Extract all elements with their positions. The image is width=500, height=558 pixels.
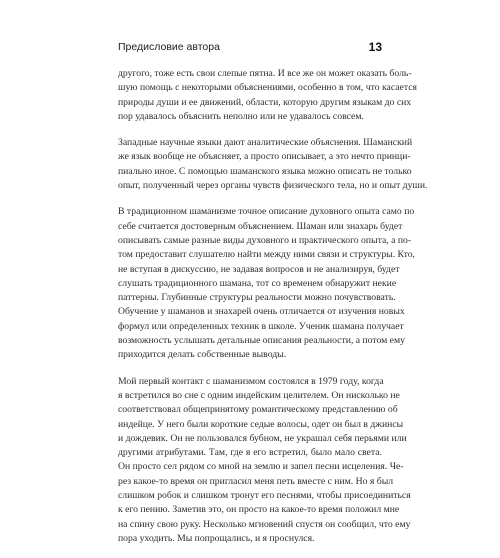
text-line: другими атрибутами. Там, где я его встретил, было мало света. bbox=[118, 447, 382, 459]
text-line: я встретился во сне с одним индейским целителем. Он нисколько не bbox=[118, 389, 400, 401]
text-line: шую помощь с некоторыми объяснениями, особенно в том, что касается bbox=[118, 82, 417, 94]
text-line: Западные научные языки дают аналитические объяснения. Шаманский bbox=[118, 137, 413, 149]
text-line: природы души и ее движений, области, которую другим языкам до сих bbox=[118, 96, 412, 108]
text-line: опыт, полученный через органы чувств физического тела, но и опыт души. bbox=[118, 180, 428, 192]
paragraph bbox=[118, 136, 428, 193]
paragraph bbox=[118, 67, 417, 124]
text-line: пиально иное. С помощью шаманского языка можно описать не только bbox=[118, 165, 412, 177]
text-line: же язык вообще не объясняет, а просто описывает, а это нечто принци- bbox=[118, 151, 411, 163]
paragraph bbox=[118, 375, 411, 547]
text-line: приходится делать собственные выводы. bbox=[118, 349, 287, 361]
text-line: Он просто сел рядом со мной на землю и запел песни исцеления. Че- bbox=[118, 461, 404, 473]
text-line: Мой первый контакт с шаманизмом состоялся в 1979 году, когда bbox=[118, 375, 384, 387]
text-line: описывать самые разные виды духовного и практического опыта, а по- bbox=[118, 234, 412, 246]
text-line: слишком робок и слишком тронут его песнями, чтобы присоединиться bbox=[118, 490, 411, 502]
text-line: не вступая в дискуссию, не задавая вопросов и не анализируя, будет bbox=[118, 263, 400, 275]
text-line: паттерны. Глубинные структуры реальности можно почувствовать. bbox=[118, 292, 396, 304]
text-line: соответствовал общепринятому романтическому представлению об bbox=[118, 404, 398, 416]
text-line: и дождевик. Он не пользовался бубном, не украшал себя перьями или bbox=[118, 432, 407, 444]
text-line: слушать традиционного шамана, тот со временем обнаружит некие bbox=[118, 277, 397, 289]
text-line: на спину свою руку. Несколько мгновений спустя он сообщил, что ему bbox=[118, 518, 411, 530]
text-line: рез какое-то время он пригласил меня петь вместе с ним. Но я был bbox=[118, 475, 394, 487]
chapter-title: Предисловие автора bbox=[118, 41, 220, 53]
text-line: себе считается достоверным объяснением. Шаман или знахарь будет bbox=[118, 220, 403, 232]
text-line: возможность услышать детальные описания реальности, а потом ему bbox=[118, 335, 405, 347]
text-line: пора уходить. Мы попрощались, и я проснулся. bbox=[118, 532, 315, 544]
text-line: формул или определенных техник в школе. Ученик шамана получает bbox=[118, 320, 404, 332]
text-line: В традиционном шаманизме точное описание духовного опыта само по bbox=[118, 206, 415, 218]
text-line: к его пению. Заметив это, он просто на какое-то время положил мне bbox=[118, 504, 400, 516]
text-line: том предоставит слушателю найти между ними связи и структуры. Кто, bbox=[118, 249, 415, 261]
text-line: другого, тоже есть свои слепые пятна. И все же он может оказать боль- bbox=[118, 68, 412, 79]
text-line: индейце. У него были короткие седые волосы, одет он был в джинсы bbox=[118, 418, 404, 430]
paragraph bbox=[118, 205, 415, 362]
body-text bbox=[118, 67, 428, 558]
running-head bbox=[118, 41, 382, 55]
text-line: пор удавалось объяснить неполно или не удавалось совсем. bbox=[118, 110, 364, 122]
page-number: 13 bbox=[368, 40, 382, 54]
text-line: Обучение у шаманов и знахарей очень отличается от изучения новых bbox=[118, 306, 405, 318]
